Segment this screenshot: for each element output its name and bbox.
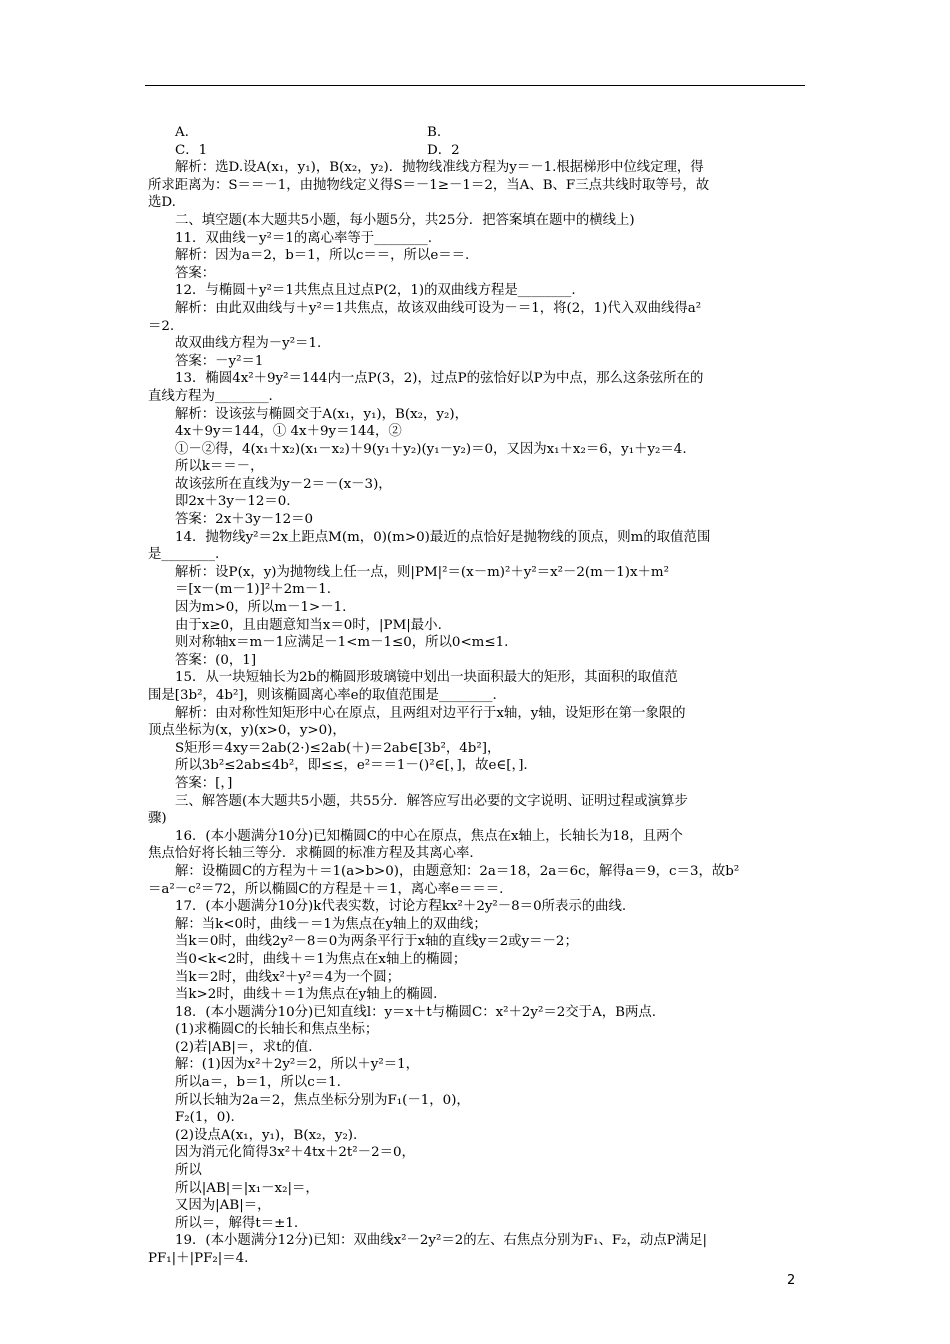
- text-line: 则对称轴x＝m－1应满足－1<m－1≤0，所以0<m≤1.: [175, 635, 509, 651]
- text-line: 故该弦所在直线为y－2＝－(x－3)，: [175, 476, 392, 492]
- option-d: D．2: [427, 142, 460, 158]
- text-line: 因为消元化简得3x²＋4tx＋2t²－2＝0，: [175, 1145, 415, 1161]
- text-line: 又因为|AB|＝，: [175, 1198, 271, 1214]
- text-line: 当k>2时，曲线＋＝1为焦点在y轴上的椭圆.: [175, 987, 438, 1003]
- text-line: 12．与椭圆＋y²＝1共焦点且过点P(2，1)的双曲线方程是________.: [175, 283, 576, 299]
- option-a: A.: [175, 125, 189, 140]
- text-line: ①－②得，4(x₁＋x₂)(x₁－x₂)＋9(y₁＋y₂)(y₁－y₂)＝0，又因为x₁＋x₂＝6，y₁＋y₂＝4.: [175, 441, 687, 457]
- text-line: 答案：: [175, 265, 216, 281]
- text-line: 答案：2x＋3y－12＝0: [175, 512, 314, 528]
- text-line: 故双曲线方程为－y²＝1.: [175, 336, 322, 352]
- text-line: 4x＋9y＝144，① 4x＋9y＝144，②: [175, 424, 402, 440]
- options-row-ab: [148, 124, 803, 142]
- text-line: S矩形＝4xy＝2ab(2·)≤2ab(＋)＝2ab∈[3b²，4b²]，: [175, 740, 501, 756]
- options-row-cd: [148, 142, 803, 160]
- text-line: 所求距离为：S＝＝－1，由抛物线定义得S＝－1≥－1＝2，当A、B、F三点共线时取等号，故: [148, 177, 710, 193]
- text-line: 所以a＝，b＝1，所以c＝1.: [175, 1075, 341, 1091]
- text-line: 二、填空题(本大题共5小题，每小题5分，共25分．把答案填在题中的横线上): [175, 212, 635, 228]
- text-line: 所以: [175, 1163, 202, 1179]
- text-line: (1)求椭圆C的长轴长和焦点坐标；: [175, 1022, 379, 1038]
- text-line: 所以长轴为2a＝2，焦点坐标分别为F₁(－1，0)，: [175, 1092, 470, 1108]
- text-line: 当k＝0时，曲线2y²－8＝0为两条平行于x轴的直线y＝2或y＝－2；: [175, 934, 578, 950]
- text-line: 解：(1)因为x²＋2y²＝2，所以＋y²＝1，: [175, 1057, 419, 1073]
- text-line: 13．椭圆4x²＋9y²＝144内一点P(3，2)，过点P的弦恰好以P为中点，那么这条弦所在的: [175, 371, 704, 387]
- text-line: ＝a²－c²＝72，所以椭圆C的方程是＋＝1，离心率e＝＝＝.: [148, 881, 504, 897]
- text-line: 因为m>0，所以m－1>－1.: [175, 600, 347, 616]
- text-line: 解：当k<0时，曲线－＝1为焦点在y轴上的双曲线；: [175, 916, 487, 932]
- text-line: 由于x≥0，且由题意知当x＝0时，|PM|最小.: [175, 617, 442, 633]
- text-line: 解析：由此双曲线与＋y²＝1共焦点，故该双曲线可设为－＝1，将(2，1)代入双曲线得a²: [175, 300, 702, 316]
- text-line: 答案：－y²＝1: [175, 353, 264, 369]
- text-line: 选D.: [148, 195, 176, 211]
- text-line: 14．抛物线y²＝2x上距点M(m，0)(m>0)最近的点恰好是抛物线的顶点，则m的取值范围: [175, 529, 711, 545]
- text-line: 所以k＝＝－，: [175, 459, 264, 475]
- text-line: 解析：由对称性知矩形中心在原点，且两组对边平行于x轴，y轴，设矩形在第一象限的: [175, 705, 686, 721]
- text-line: 所以＝，解得t＝±1.: [175, 1215, 299, 1231]
- text-line: PF₁|＋|PF₂|＝4.: [148, 1251, 249, 1266]
- header-rule: [145, 85, 805, 86]
- text-line: 15．从一块短轴长为2b的椭圆形玻璃镜中划出一块面积最大的矩形，其面积的取值范: [175, 670, 678, 686]
- text-line: 即2x＋3y－12＝0.: [175, 494, 291, 510]
- text-line: 所以|AB|＝|x₁－x₂|＝，: [175, 1180, 319, 1196]
- text-line: 当0<k<2时，曲线＋＝1为焦点在x轴上的椭圆；: [175, 951, 467, 967]
- text-line: (2)设点A(x₁，y₁)，B(x₂，y₂).: [175, 1127, 358, 1143]
- page-number: 2: [787, 1273, 796, 1288]
- text-line: 顶点坐标为(x，y)(x>0，y>0)，: [148, 723, 346, 739]
- text-line: 16．(本小题满分10分)已知椭圆C的中心在原点，焦点在x轴上，长轴长为18，且两个: [175, 828, 683, 844]
- text-line: ＝[x－(m－1)]²＋2m－1.: [175, 582, 331, 598]
- text-line: 三、解答题(本大题共5小题，共55分．解答应写出必要的文字说明、证明过程或演算步: [175, 793, 688, 809]
- page-content: [148, 124, 803, 1268]
- text-line: 11．双曲线－y²＝1的离心率等于________.: [175, 230, 432, 246]
- text-line: 所以3b²≤2ab≤4b²，即≤≤，e²＝＝1－()²∈[，]，故e∈[，].: [175, 758, 528, 774]
- text-line: 是________.: [148, 547, 220, 563]
- text-line: 围是[3b²，4b²]，则该椭圆离心率e的取值范围是________.: [148, 688, 497, 703]
- text-line: 骤): [148, 811, 167, 827]
- text-line: (2)若|AB|＝，求t的值.: [175, 1039, 313, 1055]
- text-line: 18．(本小题满分10分)已知直线l：y＝x＋t与椭圆C：x²＋2y²＝2交于A，B两点.: [175, 1004, 656, 1020]
- text-line: 焦点恰好将长轴三等分．求椭圆的标准方程及其离心率.: [148, 846, 474, 862]
- text-line: 解：设椭圆C的方程为＋＝1(a>b>0)，由题意知：2a＝18，2a＝6c，解得a＝9，c＝3，故b²: [175, 863, 740, 879]
- text-line: 解析：因为a＝2，b＝1，所以c＝＝，所以e＝＝.: [175, 248, 470, 264]
- text-lines: [148, 159, 803, 1267]
- text-line: 解析：设该弦与椭圆交于A(x₁，y₁)，B(x₂，y₂)，: [175, 406, 468, 422]
- text-line: 解析：设P(x，y)为抛物线上任一点，则|PM|²＝(x－m)²＋y²＝x²－2(m－1)x＋m²: [175, 564, 670, 580]
- text-line: ＝2.: [148, 318, 175, 334]
- text-line: 答案：(0，1]: [175, 652, 257, 668]
- text-line: 解析：选D.设A(x₁，y₁)，B(x₂，y₂)．抛物线准线方程为y＝－1.根据梯形中位线定理，得: [175, 160, 704, 176]
- option-b: B.: [427, 125, 442, 140]
- text-line: 19．(本小题满分12分)已知：双曲线x²－2y²＝2的左、右焦点分别为F₁、F₂，动点P满足|: [175, 1233, 707, 1249]
- option-c: C．1: [175, 142, 208, 158]
- text-line: 当k＝2时，曲线x²＋y²＝4为一个圆；: [175, 969, 401, 985]
- text-line: 17．(本小题满分10分)k代表实数，讨论方程kx²＋2y²－8＝0所表示的曲线.: [175, 899, 627, 915]
- text-line: F₂(1，0).: [175, 1110, 235, 1126]
- text-line: 直线方程为________.: [148, 388, 273, 404]
- text-line: 答案：[，]: [175, 775, 233, 791]
